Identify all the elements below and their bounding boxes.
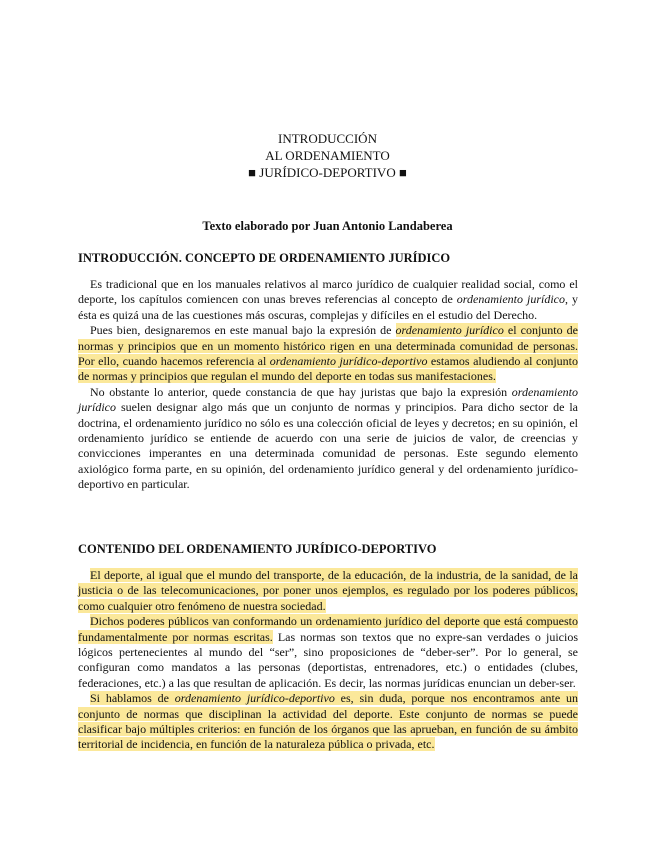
text-run: No obstante lo anterior, quede constancia de que hay juristas que bajo la expresión [90, 384, 512, 399]
section-body-contenido [78, 568, 578, 753]
text-run: suelen designar algo más que un conjunto de normas y principios. Para dicho sector de la doctrina, el ordenamiento jurídico no sólo es una colección oficial de leyes y decretos; en su opinión, el ordenamiento jurídico se entiende de acuerdo con una serie de juicios de valor, de creencias y convicciones imperantes en una determinada comunidad de personas. Este segundo elemento axiológico forma parte, en su opinión, del ordenamiento jurídico general y del ordenamiento jurídico-deportivo en particular. [78, 400, 578, 492]
emphasis-text: ordenamiento jurídico [456, 292, 565, 307]
emphasis-text: ordenamiento jurídico [395, 323, 504, 338]
text-run: es, sin duda, porque nos encontramos ante un conjunto de normas que disciplinan la actividad del deporte. Este conjunto de normas se puede clasificar bajo múltiples criterios: en función de los órganos que las aprueban, en función de su ámbito territorial de incidencia, en función de la naturaleza pública o privada, etc. [78, 691, 578, 752]
paragraph [78, 614, 578, 691]
section-heading-introduccion: INTRODUCCIÓN. CONCEPTO DE ORDENAMIENTO JURÍDICO [78, 251, 451, 265]
emphasis-text: ordenamiento jurídico [78, 384, 578, 415]
text-run: Si hablamos de [90, 691, 175, 706]
title-line-2: AL ORDENAMIENTO [265, 148, 390, 163]
author-line: Texto elaborado por Juan Antonio Landaberea [202, 219, 453, 233]
text-run: estamos aludiendo al conjunto de normas y principios que regulan el mundo del deporte en todas sus manifestaciones. [78, 354, 578, 384]
paragraph [78, 385, 578, 493]
highlighted-text [78, 691, 578, 751]
text-run: Las normas son textos que no expre-san verdades o juicios lógicos pertenecientes al mundo del “ser”, sino proposiciones de “deber-ser”. Por lo general, se configuran como mandatos a las personas (deportistas, entrenadores, etc.) o entidades (clubes, federaciones, etc.) a las que resultan de aplicación. Es decir, las normas jurídicas enuncian un deber-ser. [78, 629, 578, 690]
paragraph [78, 691, 578, 753]
text-run: el conjunto de normas y principios que en un momento histórico rigen en una determinada comunidad de personas. Por ello, cuando hacemos referencia al [78, 323, 578, 369]
highlighted-text: El deporte, al igual que el mundo del transporte, de la educación, de la industria, de la sanidad, de la justicia o de las telecomunicaciones, por poner unos ejemplos, es regulado por los poderes públicos, como cualquier otro fenómeno de nuestra sociedad. [78, 568, 578, 613]
document-title [0, 130, 655, 181]
highlighted-text: Dichos poderes públicos van conformando un ordenamiento jurídico del deporte que está compuesto fundamentalmente por normas escritas. [78, 614, 578, 644]
emphasis-text: ordenamiento jurídico-deportivo [269, 354, 428, 369]
title-line-3: ■ JURÍDICO-DEPORTIVO ■ [248, 165, 407, 180]
section-heading-contenido: CONTENIDO DEL ORDENAMIENTO JURÍDICO-DEPORTIVO [78, 542, 437, 556]
paragraph [78, 568, 578, 614]
text-run: , y ésta es quizá una de las cuestiones más oscuras, complejas y difíciles en el estudio del Derecho. [78, 292, 578, 322]
paragraph [78, 277, 578, 323]
section-body-introduccion [78, 277, 578, 493]
emphasis-text: ordenamiento jurídico-deportivo [174, 691, 335, 706]
title-line-1: INTRODUCCIÓN [278, 131, 377, 146]
text-run: Es tradicional que en los manuales relativos al marco jurídico de cualquier realidad social, como el deporte, los capítulos comiencen con unas breves referencias al concepto de [78, 277, 578, 307]
text-run: Pues bien, designaremos en este manual bajo la expresión de [90, 323, 396, 338]
paragraph [78, 323, 578, 385]
